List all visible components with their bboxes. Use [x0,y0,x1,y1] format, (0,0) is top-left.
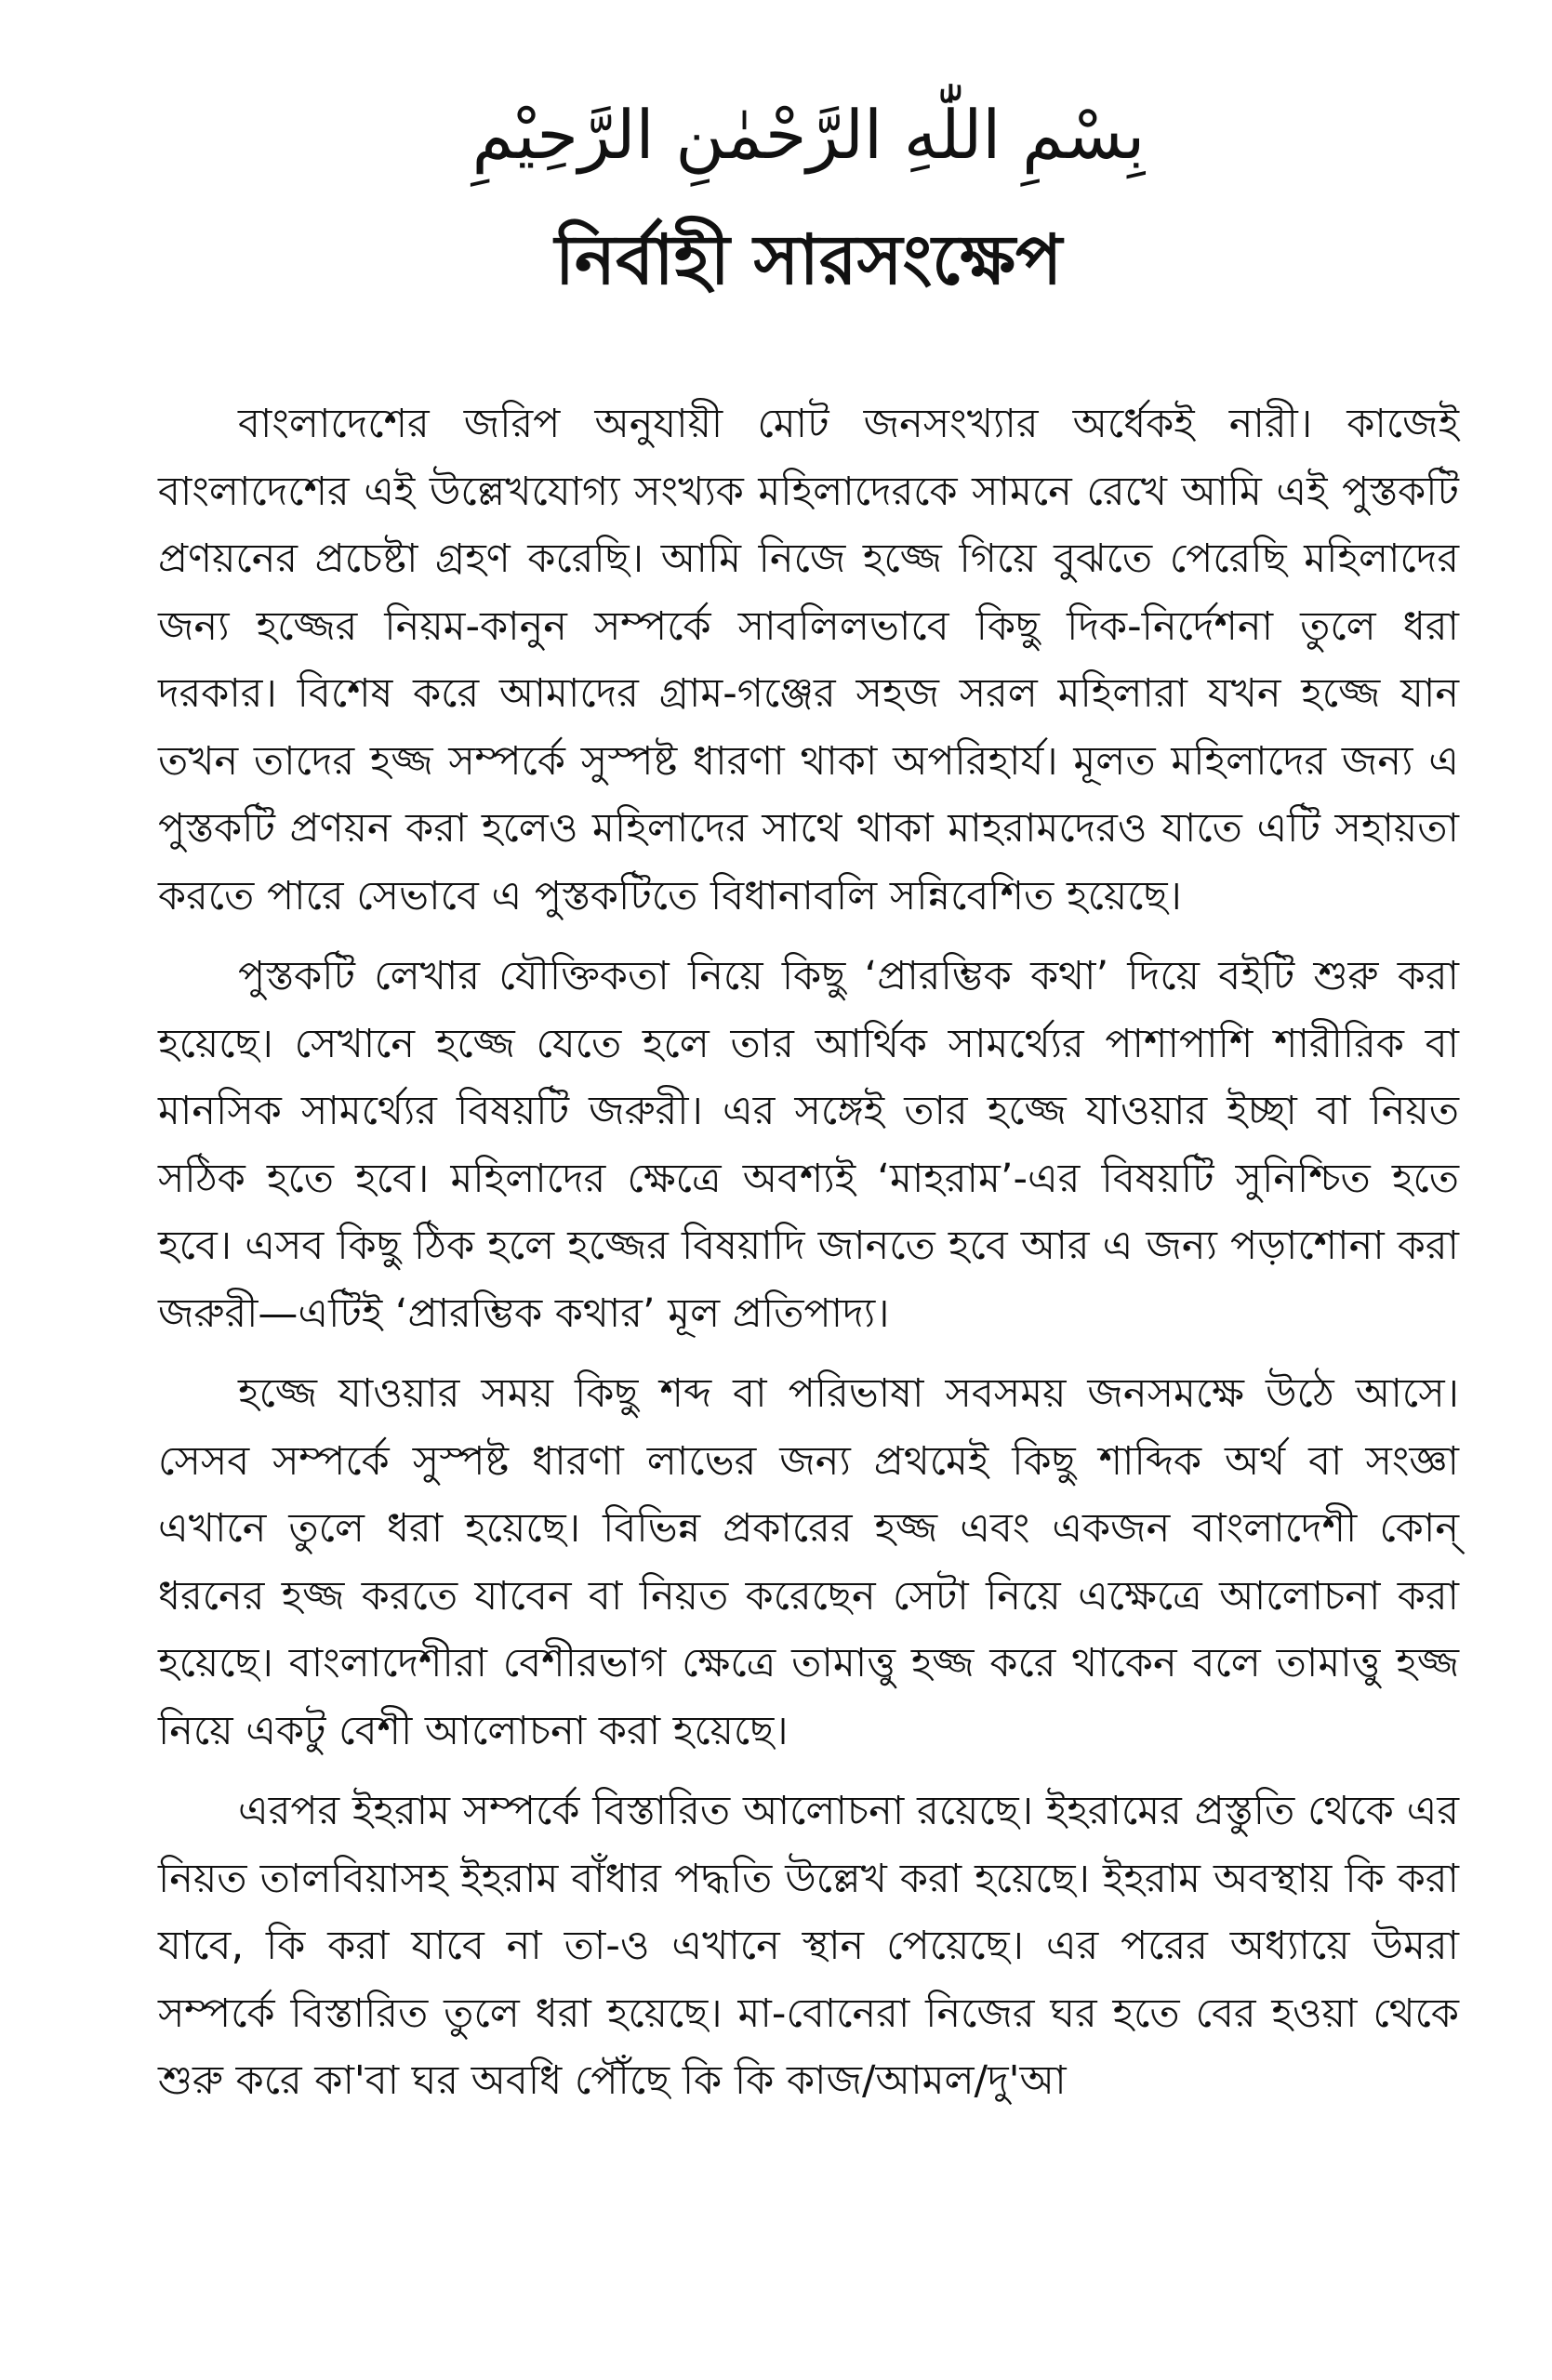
body-text [158,390,1459,2115]
arabic-basmala-heading: بِسْمِ اللّٰهِ الرَّحْمٰنِ الرَّحِيْمِ [471,96,1146,174]
paragraph-1: বাংলাদেশের জরিপ অনুযায়ী মোট জনসংখ্যার অর্ধেকই নারী। কাজেই বাংলাদেশের এই উল্লেখযোগ্য সংখ্যক মহিলাদেরকে সামনে রেখে আমি এই পুস্তকটি প্রণয়নের প্রচেষ্টা গ্রহণ করেছি। আমি নিজে হজ্জে গিয়ে বুঝতে পেরেছি মহিলাদের জন্য হজ্জের নিয়ম-কানুন সম্পর্কে সাবলিলভাবে কিছু দিক-নির্দেশনা তুলে ধরা দরকার। বিশেষ করে আমাদের গ্রাম-গঞ্জের সহজ সরল মহিলারা যখন হজ্জে যান তখন তাদের হজ্জ সম্পর্কে সুস্পষ্ট ধারণা থাকা অপরিহার্য। মূলত মহিলাদের জন্য এ পুস্তকটি প্রণয়ন করা হলেও মহিলাদের সাথে থাকা মাহরামদেরও যাতে এটি সহায়তা করতে পারে সেভাবে এ পুস্তকটিতে বিধানাবলি সন্নিবেশিত হয়েছে। [158,401,1459,919]
paragraph-2: পুস্তকটি লেখার যৌক্তিকতা নিয়ে কিছু ‘প্রারম্ভিক কথা’ দিয়ে বইটি শুরু করা হয়েছে। সেখানে হজ্জে যেতে হলে তার আর্থিক সামর্থ্যের পাশাপাশি শারীরিক বা মানসিক সামর্থ্যের বিষয়টি জরুরী। এর সঙ্গেই তার হজ্জে যাওয়ার ইচ্ছা বা নিয়ত সঠিক হতে হবে। মহিলাদের ক্ষেত্রে অবশ্যই ‘মাহরাম’-এর বিষয়টি সুনিশ্চিত হতে হবে। এসব কিছু ঠিক হলে হজ্জের বিষয়াদি জানতে হবে আর এ জন্য পড়াশোনা করা জরুরী—এটিই ‘প্রারম্ভিক কথার’ মূল প্রতিপাদ্য। [158,953,1459,1337]
page-title: নির্বাহী সারসংক্ষেপ [554,220,1063,300]
paragraph-4: এরপর ইহরাম সম্পর্কে বিস্তারিত আলোচনা রয়েছে। ইহরামের প্রস্তুতি থেকে এর নিয়ত তালবিয়াসহ ইহরাম বাঁধার পদ্ধতি উল্লেখ করা হয়েছে। ইহরাম অবস্থায় কি করা যাবে, কি করা যাবে না তা-ও এখানে স্থান পেয়েছে। এর পরের অধ্যায়ে উমরা সম্পর্কে বিস্তারিত তুলে ধরা হয়েছে। মা-বোনেরা নিজের ঘর হতে বের হওয়া থেকে শুরু করে কা'বা ঘর অবধি পৌঁছে কি কি কাজ/আমল/দু'আ [158,1788,1459,2104]
paragraph-3: হজ্জে যাওয়ার সময় কিছু শব্দ বা পরিভাষা সবসময় জনসমক্ষে উঠে আসে। সেসব সম্পর্কে সুস্পষ্ট ধারণা লাভের জন্য প্রথমেই কিছু শাব্দিক অর্থ বা সংজ্ঞা এখানে তুলে ধরা হয়েছে। বিভিন্ন প্রকারের হজ্জ এবং একজন বাংলাদেশী কোন্ ধরনের হজ্জ করতে যাবেন বা নিয়ত করেছেন সেটা নিয়ে এক্ষেত্রে আলোচনা করা হয়েছে। বাংলাদেশীরা বেশীরভাগ ক্ষেত্রে তামাত্তু হজ্জ করে থাকেন বলে তামাত্তু হজ্জ নিয়ে একটু বেশী আলোচনা করা হয়েছে। [158,1370,1459,1754]
